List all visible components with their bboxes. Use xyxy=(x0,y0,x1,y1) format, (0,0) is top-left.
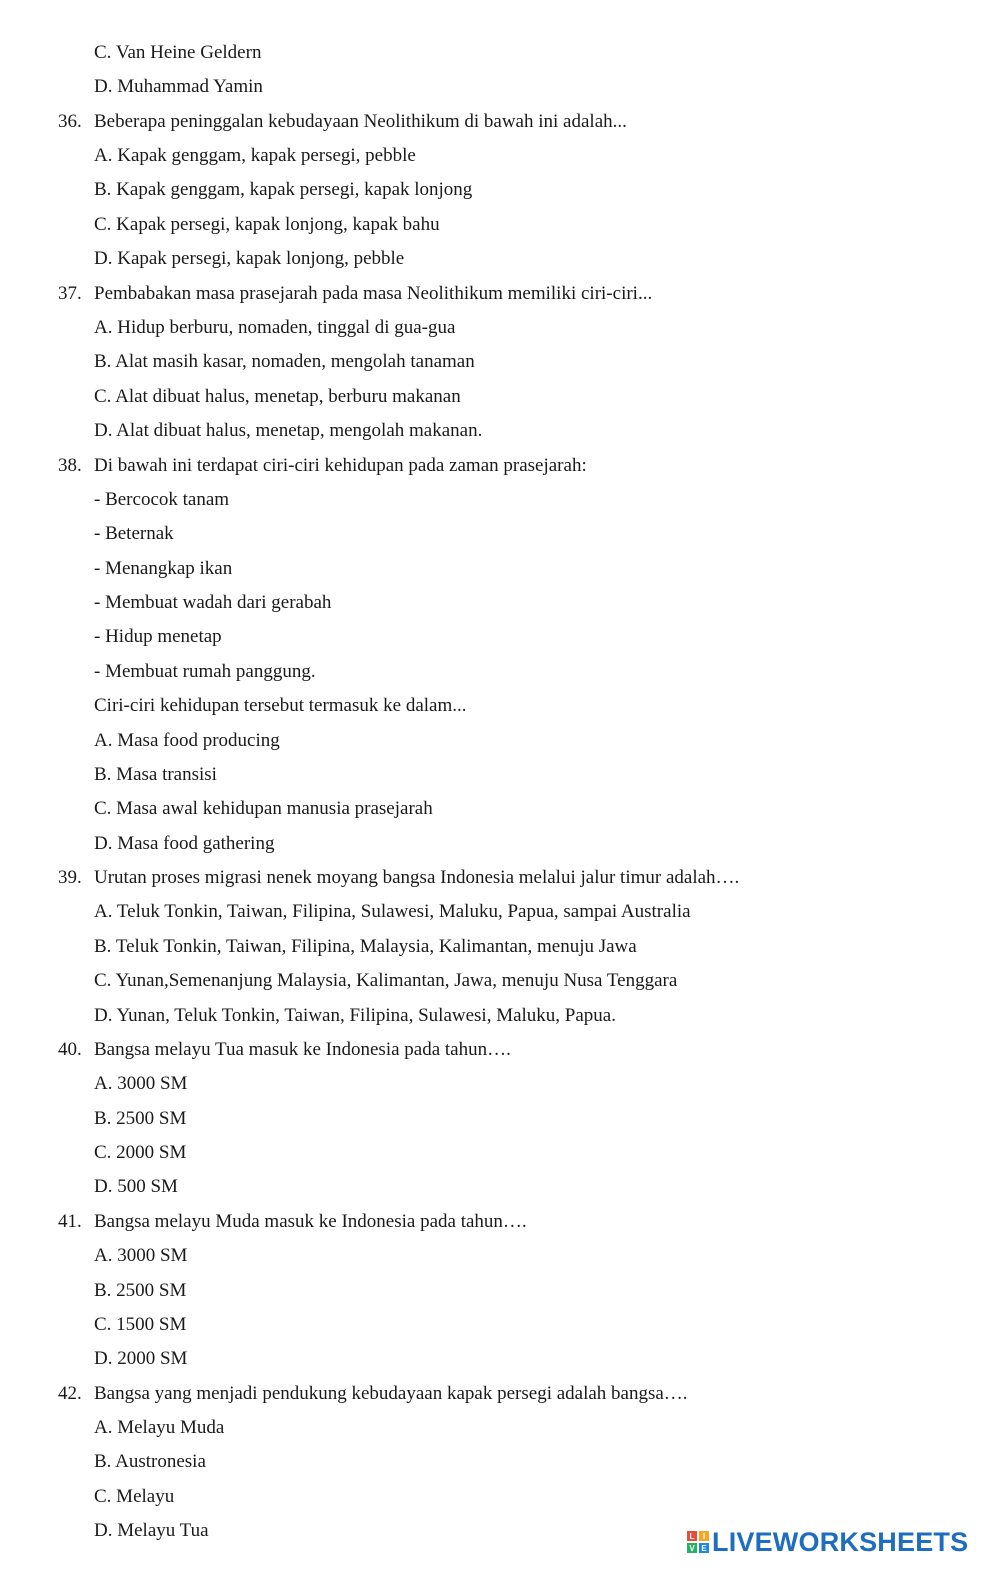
q42-option-c[interactable]: C. Melayu xyxy=(94,1486,175,1507)
q39-option-a[interactable]: A. Teluk Tonkin, Taiwan, Filipina, Sulawesi, Maluku, Papua, sampai Australia xyxy=(94,901,691,922)
question-number-37: 37. xyxy=(58,283,82,304)
q38-option-a[interactable]: A. Masa food producing xyxy=(94,730,280,751)
question-number-39: 39. xyxy=(58,867,82,888)
q36-option-d[interactable]: D. Kapak persegi, kapak lonjong, pebble xyxy=(94,248,405,269)
logo-tile-i: I xyxy=(699,1531,709,1541)
q38-option-c[interactable]: C. Masa awal kehidupan manusia prasejarah xyxy=(94,798,433,819)
q40-option-b[interactable]: B. 2500 SM xyxy=(94,1108,187,1129)
question-number-36: 36. xyxy=(58,111,82,132)
question-text-39: Urutan proses migrasi nenek moyang bangsa Indonesia melalui jalur timur adalah…. xyxy=(94,867,740,888)
q37-option-d[interactable]: D. Alat dibuat halus, menetap, mengolah makanan. xyxy=(94,420,483,441)
q38-option-b[interactable]: B. Masa transisi xyxy=(94,764,217,785)
prev-option-d: D. Muhammad Yamin xyxy=(94,76,263,97)
logo-tile-v: V xyxy=(687,1543,697,1553)
q42-option-b[interactable]: B. Austronesia xyxy=(94,1451,206,1472)
q41-option-d[interactable]: D. 2000 SM xyxy=(94,1348,188,1369)
logo-tile-e: E xyxy=(699,1543,709,1553)
q38-bullet-6: - Membuat rumah panggung. xyxy=(94,661,316,682)
q41-option-c[interactable]: C. 1500 SM xyxy=(94,1314,187,1335)
q38-option-d[interactable]: D. Masa food gathering xyxy=(94,833,275,854)
q38-bullet-2: - Beternak xyxy=(94,523,174,544)
q36-option-b[interactable]: B. Kapak genggam, kapak persegi, kapak lonjong xyxy=(94,179,473,200)
q39-option-b[interactable]: B. Teluk Tonkin, Taiwan, Filipina, Malaysia, Kalimantan, menuju Jawa xyxy=(94,936,637,957)
q36-option-c[interactable]: C. Kapak persegi, kapak lonjong, kapak bahu xyxy=(94,214,440,235)
q36-option-a[interactable]: A. Kapak genggam, kapak persegi, pebble xyxy=(94,145,416,166)
question-text-41: Bangsa melayu Muda masuk ke Indonesia pada tahun…. xyxy=(94,1211,527,1232)
q40-option-c[interactable]: C. 2000 SM xyxy=(94,1142,187,1163)
question-text-42: Bangsa yang menjadi pendukung kebudayaan kapak persegi adalah bangsa…. xyxy=(94,1383,688,1404)
q38-prompt: Ciri-ciri kehidupan tersebut termasuk ke dalam... xyxy=(94,695,467,716)
question-number-40: 40. xyxy=(58,1039,82,1060)
q39-option-d[interactable]: D. Yunan, Teluk Tonkin, Taiwan, Filipina, Sulawesi, Maluku, Papua. xyxy=(94,1005,616,1026)
q42-option-a[interactable]: A. Melayu Muda xyxy=(94,1417,225,1438)
prev-option-c: C. Van Heine Geldern xyxy=(94,42,262,63)
q39-option-c[interactable]: C. Yunan,Semenanjung Malaysia, Kalimantan, Jawa, menuju Nusa Tenggara xyxy=(94,970,678,991)
question-number-42: 42. xyxy=(58,1383,82,1404)
q41-option-b[interactable]: B. 2500 SM xyxy=(94,1280,187,1301)
logo-tile-l: L xyxy=(687,1531,697,1541)
liveworksheets-wordmark: LIVEWORKSHEETS xyxy=(712,1526,969,1557)
q42-option-d[interactable]: D. Melayu Tua xyxy=(94,1520,209,1541)
q37-option-c[interactable]: C. Alat dibuat halus, menetap, berburu makanan xyxy=(94,386,461,407)
q40-option-a[interactable]: A. 3000 SM xyxy=(94,1073,188,1094)
question-text-40: Bangsa melayu Tua masuk ke Indonesia pada tahun…. xyxy=(94,1039,511,1060)
q40-option-d[interactable]: D. 500 SM xyxy=(94,1176,178,1197)
question-text-37: Pembabakan masa prasejarah pada masa Neolithikum memiliki ciri-ciri... xyxy=(94,283,653,304)
question-text-38: Di bawah ini terdapat ciri-ciri kehidupan pada zaman prasejarah: xyxy=(94,455,587,476)
liveworksheets-logo-icon xyxy=(687,1531,709,1553)
question-number-38: 38. xyxy=(58,455,82,476)
q41-option-a[interactable]: A. 3000 SM xyxy=(94,1245,188,1266)
question-text-36: Beberapa peninggalan kebudayaan Neolithikum di bawah ini adalah... xyxy=(94,111,627,132)
liveworksheets-brand[interactable] xyxy=(687,1528,968,1556)
question-number-41: 41. xyxy=(58,1211,82,1232)
q38-bullet-5: - Hidup menetap xyxy=(94,626,222,647)
q38-bullet-1: - Bercocok tanam xyxy=(94,489,230,510)
q37-option-b[interactable]: B. Alat masih kasar, nomaden, mengolah tanaman xyxy=(94,351,475,372)
q37-option-a[interactable]: A. Hidup berburu, nomaden, tinggal di gua-gua xyxy=(94,317,456,338)
q38-bullet-4: - Membuat wadah dari gerabah xyxy=(94,592,332,613)
q38-bullet-3: - Menangkap ikan xyxy=(94,558,233,579)
